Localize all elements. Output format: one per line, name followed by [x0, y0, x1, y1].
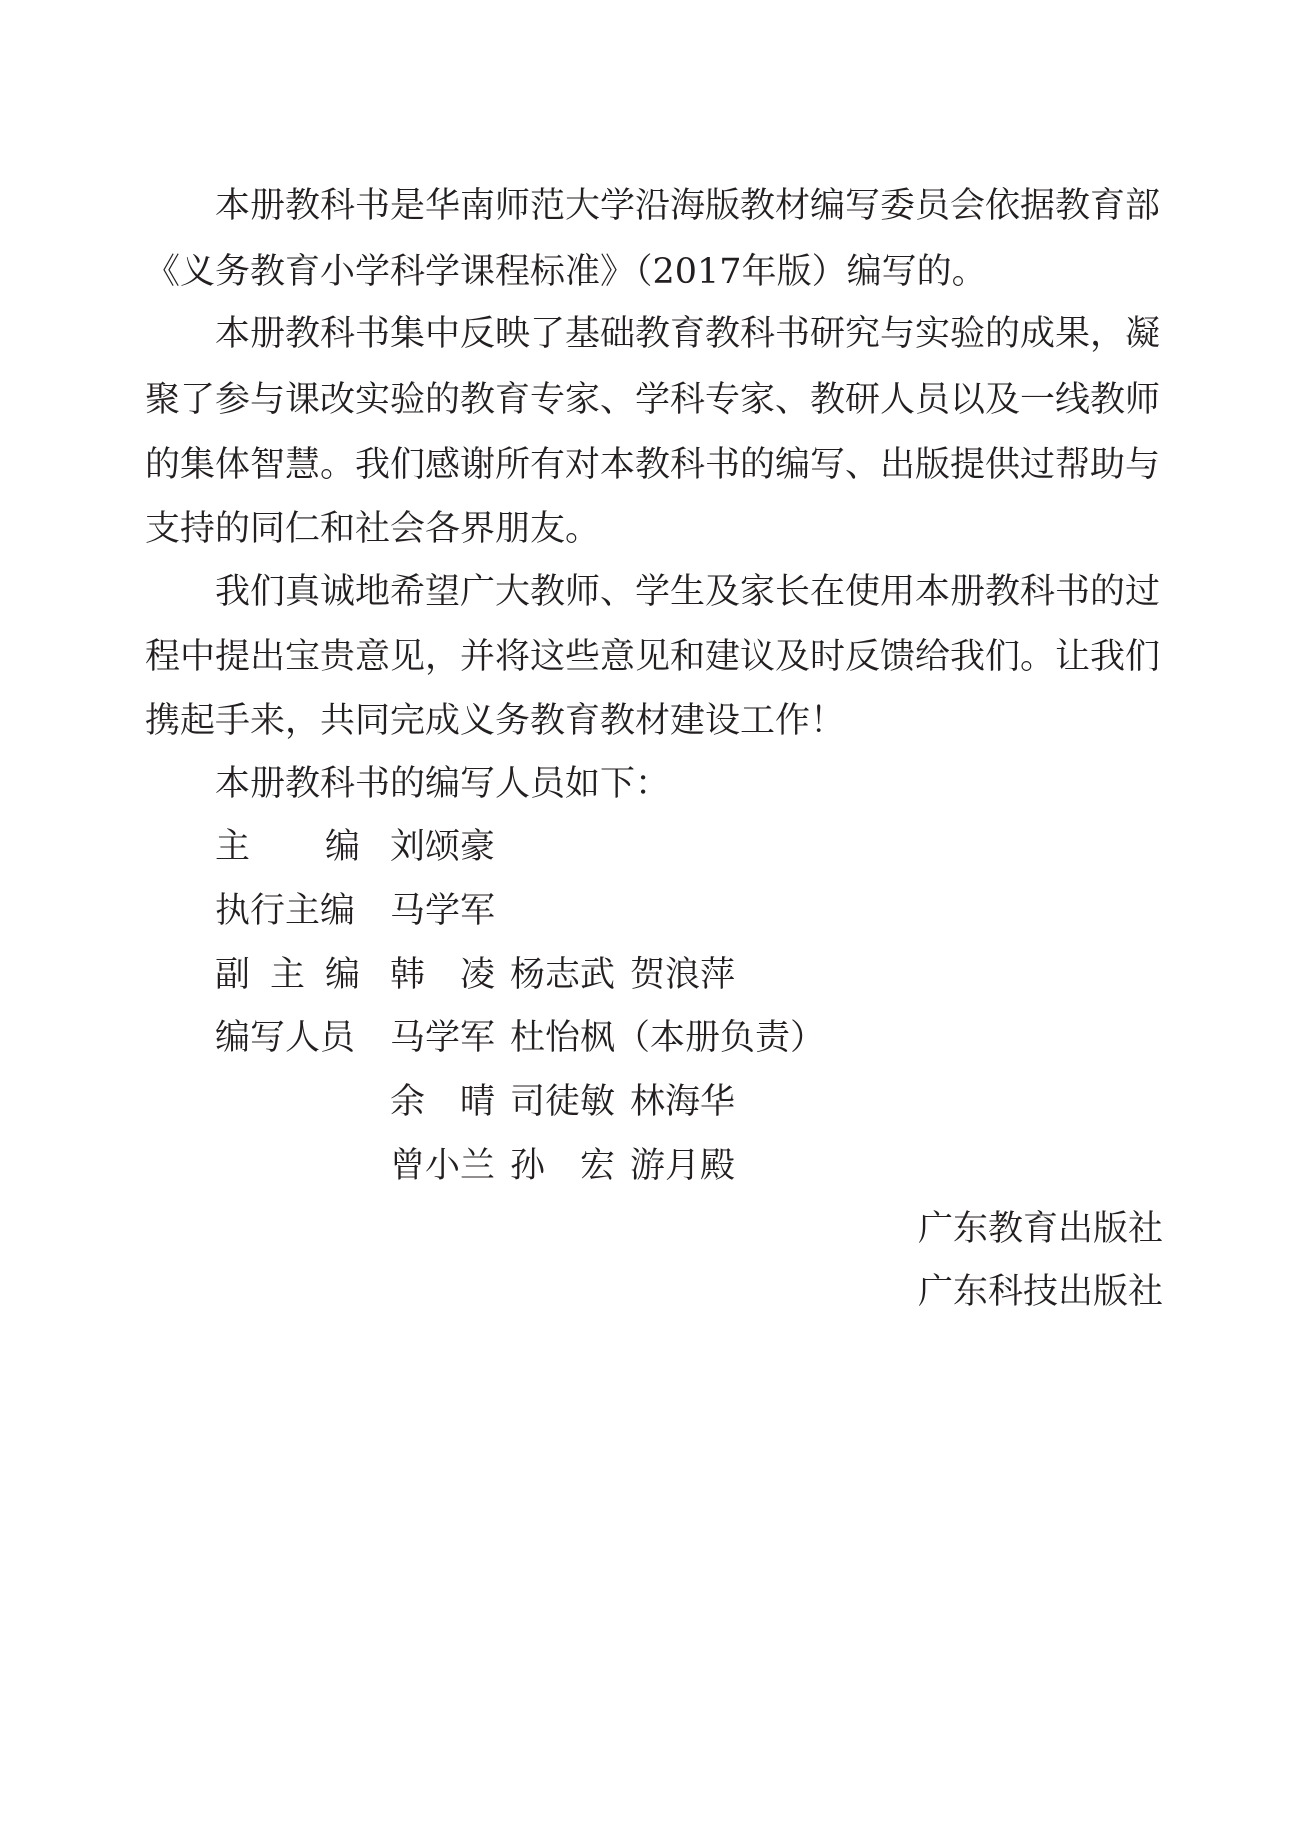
staff-name: 林海华 [630, 1082, 736, 1122]
staff-name: 游月殿 [630, 1146, 736, 1186]
paragraph-2-line-1: 本册教科书集中反映了基础教育教科书研究与实验的成果，凝 [215, 314, 1161, 354]
staff-role-char: 主 [269, 955, 305, 995]
staff-role [215, 955, 360, 995]
staff-name-char: 凌 [459, 955, 495, 995]
staff-name-char: 余 [390, 1082, 426, 1122]
staff-role-char: 编 [324, 827, 360, 867]
staff-name-char: 晴 [459, 1082, 495, 1122]
paragraph-3-line-1: 我们真诚地希望广大教师、学生及家长在使用本册教科书的过 [215, 572, 1161, 612]
publisher-name: 广东教育出版社 [917, 1209, 1163, 1249]
staff-name: 司徒敏 [510, 1082, 616, 1122]
staff-name-char: 韩 [390, 955, 426, 995]
staff-role-char: 副 [215, 955, 251, 995]
staff-role [215, 827, 360, 867]
publisher-name: 广东科技出版社 [917, 1272, 1163, 1312]
paragraph-2-line-2: 聚了参与课改实验的教育专家、学科专家、教研人员以及一线教师 [145, 380, 1161, 420]
staff-name: 杨志武 [510, 955, 616, 995]
staff-name [510, 1146, 615, 1186]
staff-name: 曾小兰 [390, 1146, 496, 1186]
paragraph-1-line-1: 本册教科书是华南师范大学沿海版教材编写委员会依据教育部 [215, 186, 1161, 226]
staff-name [390, 955, 495, 995]
staff-name: 贺浪萍 [630, 955, 736, 995]
staff-name-char: 宏 [579, 1146, 615, 1186]
paragraph-4-line-1: 本册教科书的编写人员如下： [215, 764, 671, 804]
staff-name: 马学军 [390, 1018, 496, 1058]
paragraph-2-line-3: 的集体智慧。我们感谢所有对本教科书的编写、出版提供过帮助与 [145, 445, 1161, 485]
staff-role: 编写人员 [215, 1018, 356, 1058]
staff-name [390, 1082, 495, 1122]
staff-role: 执行主编 [215, 891, 356, 931]
staff-role-char: 编 [324, 955, 360, 995]
paragraph-2-line-4: 支持的同仁和社会各界朋友。 [145, 509, 601, 549]
paragraph-3-line-3: 携起手来，共同完成义务教育教材建设工作！ [145, 701, 846, 741]
staff-name-char: 孙 [510, 1146, 546, 1186]
paragraph-1-line-2: 《义务教育小学科学课程标准》（2017年版）编写的。 [145, 252, 987, 292]
staff-role-char: 主 [215, 827, 251, 867]
staff-name: 杜怡枫（本册负责） [510, 1018, 826, 1058]
paragraph-3-line-2: 程中提出宝贵意见，并将这些意见和建议及时反馈给我们。让我们 [145, 637, 1161, 677]
staff-name: 马学军 [390, 891, 496, 931]
staff-name: 刘颂豪 [390, 827, 496, 867]
